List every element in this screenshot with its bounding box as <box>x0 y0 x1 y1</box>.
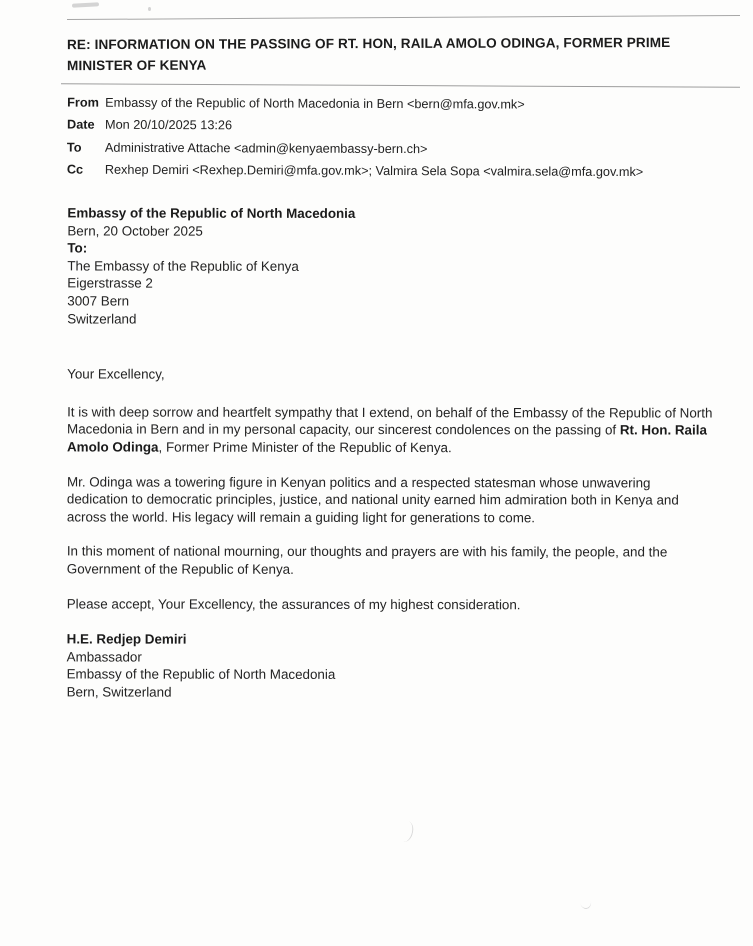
recipient-address-line: 3007 Bern <box>67 293 130 309</box>
meta-value: Administrative Attache <admin@kenyaembassy-bern.ch> <box>104 140 428 156</box>
closing-line: Please accept, Your Excellency, the assurances of my highest consideration. <box>66 595 521 612</box>
recipient-to-label: To: <box>67 240 88 256</box>
subject-line: RE: INFORMATION ON THE PASSING OF RT. HON, RAILA AMOLO ODINGA, FORMER PRIME MINISTER OF KENYA <box>66 35 671 73</box>
scan-squiggle-bottom <box>579 894 593 910</box>
meta-label: To <box>66 140 82 155</box>
sender-place-date: Bern, 20 October 2025 <box>67 223 203 239</box>
signature-organization: Embassy of the Republic of North Macedonia <box>66 666 336 683</box>
paragraph-text: In this moment of national mourning, our thoughts and prayers are with his family, the people, and the Government of the Republic of Kenya. <box>66 543 668 577</box>
meta-label: Cc <box>66 162 84 177</box>
paragraph <box>67 543 715 579</box>
signature-location: Bern, Switzerland <box>66 684 172 700</box>
meta-row-date <box>67 114 727 139</box>
divider-line-top <box>67 15 740 20</box>
scan-dot-top <box>148 7 151 11</box>
meta-value: Rexhep Demiri <Rexhep.Demiri@mfa.gov.mk>; Valmira Sela Sopa <valmira.sela@mfa.gov.mk> <box>104 162 644 180</box>
scan-smudge-top-left <box>72 2 99 7</box>
paragraph-text: , Former Prime Minister of the Republic of Kenya. <box>158 439 452 456</box>
paragraphs-container <box>67 403 715 579</box>
meta-value: Mon 20/10/2025 13:26 <box>105 118 233 133</box>
recipient-address-line: Eigerstrasse 2 <box>67 275 153 291</box>
scan-squiggle-middle <box>397 820 416 844</box>
paragraph-text: It is with deep sorrow and heartfelt sympathy that I extend, on behalf of the Embassy of the Republic of North Macedonia in Bern and in my personal capacity, our sincerest condolences on the passing of <box>67 404 713 438</box>
paragraph <box>67 473 715 527</box>
signature-name: H.E. Redjep Demiri <box>66 631 187 647</box>
paragraph <box>67 403 715 457</box>
meta-row-to <box>67 136 727 161</box>
paragraph-bold-text: Rt. Hon. Raila Amolo Odinga <box>66 422 707 455</box>
meta-row-from <box>67 92 727 117</box>
meta-value: Embassy of the Republic of North Macedonia in Bern <bern@mfa.gov.mk> <box>105 95 525 112</box>
recipient-address-line: The Embassy of the Republic of Kenya <box>67 258 299 274</box>
salutation: Your Excellency, <box>67 366 165 382</box>
recipient-address-line: Switzerland <box>67 310 137 327</box>
divider-line-below-subject <box>61 83 740 88</box>
signature-block <box>67 631 715 703</box>
signature-title: Ambassador <box>66 649 142 665</box>
email-meta-header <box>67 92 727 185</box>
meta-row-cc <box>67 159 727 184</box>
meta-label: From <box>67 95 99 110</box>
sender-organization: Embassy of the Republic of North Macedonia <box>67 205 356 221</box>
meta-label: Date <box>67 117 95 133</box>
paragraph-text: Mr. Odinga was a towering figure in Kenyan politics and a respected statesman whose unwavering dedication to democratic principles, justice, and national unity earned him admiration both in Kenya and across the world. His legacy will remain a guiding light for generations to come. <box>66 473 679 525</box>
recipient-address-block <box>67 257 715 329</box>
letter-body <box>67 204 716 702</box>
